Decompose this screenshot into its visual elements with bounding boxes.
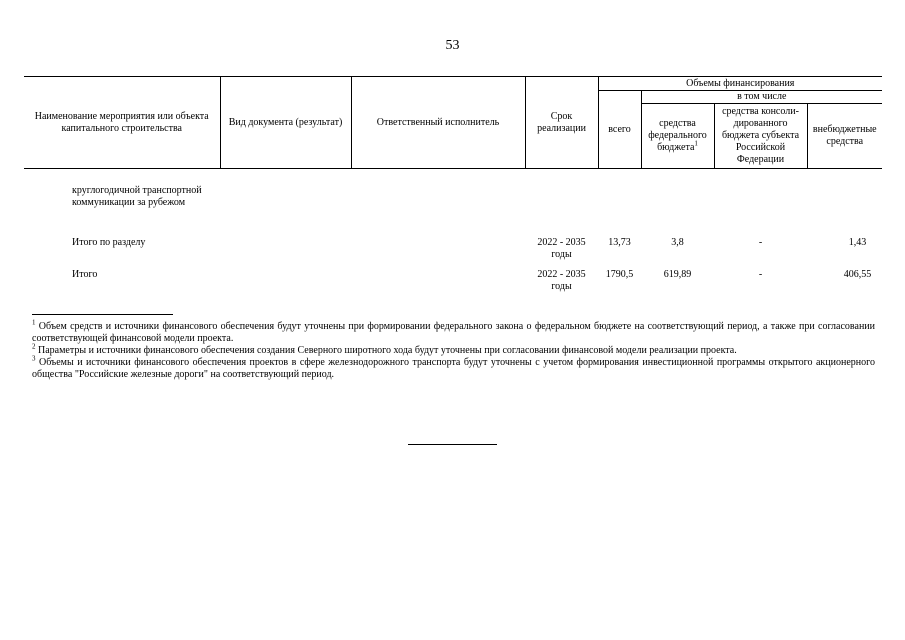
page-number: 53 [445,38,460,53]
footnote-separator [32,314,173,315]
footnote-3 [32,354,875,381]
header-term: Срок реализации [525,77,598,169]
header-executor: Ответственный исполнитель [351,77,525,169]
footnote-mark: 2 [32,342,36,351]
header-financing: Объемы финансирования [598,77,882,91]
header-federal-label: средства федерального бюджета [648,118,707,153]
row-federal [641,185,714,237]
row-consolidated: - [758,268,763,280]
row-extrabudget: 1,43 [848,236,867,248]
footnote-mark: 3 [32,354,36,363]
header-extrabudget: внебюджетные средства [807,104,882,169]
row-total [598,185,641,237]
row-term [525,185,598,237]
row-executor [351,185,525,237]
row-term: 2022 - 2035 годы [537,268,586,292]
footnote-1 [32,318,875,345]
footnote-mark: 1 [32,318,36,327]
row-federal: 3,8 [671,236,684,248]
row-consolidated: - [758,236,763,248]
footnote-text: Объемы и источники финансового обеспечения проектов в сфере железнодорожного транспорта будут уточнены с учетом формирования инвестиционной программы открытого акционерного общества "Российские железные дороги" на соответствующий период. [32,357,875,380]
row-name: круглогодичной транспортной коммуникации за рубежом [72,184,202,208]
row-name: Итого по разделу [72,236,146,248]
footnote-ref: 1 [694,139,698,148]
financing-table [24,76,882,299]
header-total: всего [598,91,641,169]
row-name: Итого [72,268,98,280]
footnote-2 [32,342,875,357]
footnotes [32,318,875,381]
header-including: в том числе [641,91,882,104]
row-term: 2022 - 2035 годы [537,236,586,260]
row-consolidated [714,185,807,237]
table-row [24,269,882,299]
row-federal: 619,89 [663,268,692,280]
row-total: 13,73 [608,236,631,248]
table-row [24,185,882,237]
header-consolidated: средства консоли-дированного бюджета субъекта Российской Федерации [714,104,807,169]
table-body [24,169,882,299]
header-name: Наименование мероприятия или объекта капитального строительства [24,77,220,169]
footnote-text: Объем средств и источники финансового обеспечения будут уточнены при формировании федерального закона о федеральном бюджете на соответствующий период, а также при согласовании соответствующей финансовой модели проекта. [32,321,875,344]
row-total: 1790,5 [605,268,634,280]
row-extrabudget [807,185,882,237]
table-row [24,237,882,269]
footnote-text: Параметры и источники финансового обеспечения создания Северного широтного хода будут уточнены при согласовании финансовой модели реализации проекта. [35,345,737,356]
row-extrabudget: 406,55 [843,268,872,280]
row-executor [351,237,525,269]
row-document [220,185,351,237]
header-document: Вид документа (результат) [220,77,351,169]
table-header [24,77,882,169]
end-separator [408,444,497,445]
row-document [220,237,351,269]
row-executor [351,269,525,299]
row-document [220,269,351,299]
header-federal [641,104,714,169]
